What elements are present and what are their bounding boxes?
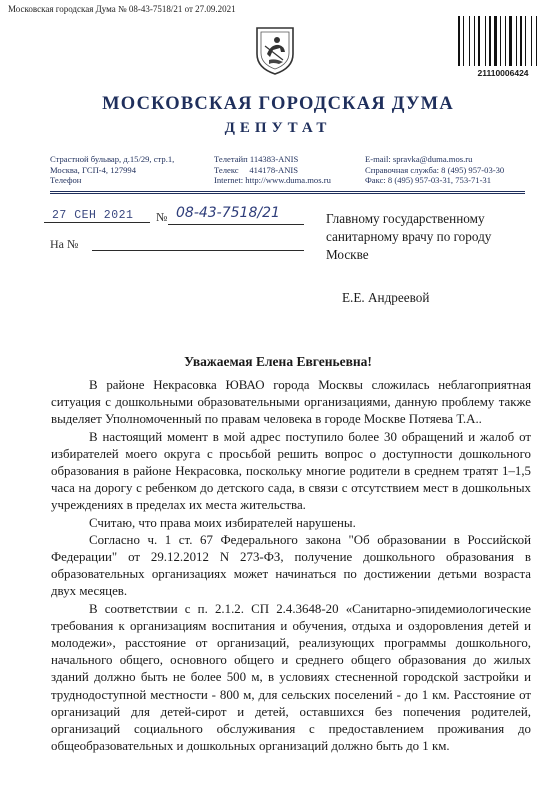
addressee-name: Е.Е. Андреевой — [342, 290, 430, 305]
letter-paragraph: Согласно ч. 1 ст. 67 Федерального закона "Об образовании в Российской Федерации" от 29.12.2012 N 273-ФЗ, получение дошкольного образования в образовательных организациях может начинаться по достижении детьми возраста двух месяцев. — [51, 532, 531, 599]
contact-line: Internet: http://www.duma.mos.ru — [214, 175, 331, 186]
contact-line: Телетайп 114383-ANIS — [214, 154, 299, 164]
barcode-bar — [478, 16, 480, 66]
document-header-note: Московская городская Дума № 08-43-7518/21 от 27.09.2021 — [8, 4, 236, 14]
header-divider — [50, 191, 525, 192]
barcode-bar — [481, 16, 484, 66]
letter-greeting: Уважаемая Елена Евгеньевна! — [184, 354, 372, 369]
barcode-bar — [502, 16, 504, 66]
barcode-number: 21110006424 — [477, 68, 529, 78]
date-underline — [44, 222, 150, 223]
organization-name: МОСКОВСКАЯ ГОРОДСКАЯ ДУМА — [102, 94, 454, 114]
barcode-bar — [474, 16, 475, 66]
barcode-bar — [525, 16, 526, 66]
addressee-block — [326, 210, 541, 264]
contact-line: Москва, ГСП-4, 127994 — [50, 164, 137, 175]
contacts-address — [50, 154, 174, 186]
barcode-bar — [498, 16, 499, 66]
contact-line: E-mail: spravka@duma.mos.ru — [365, 154, 473, 164]
barcode-bar — [463, 16, 464, 66]
barcode-bar — [533, 16, 535, 66]
barcode-bar — [505, 16, 506, 66]
contact-line: Факс: 8 (495) 957-03-31, 753-71-31 — [365, 175, 492, 186]
letter-body — [51, 377, 531, 755]
contact-line: Телекс 414178-ANIS — [214, 164, 299, 175]
contact-line: Страстной бульвар, д.15/29, стр.1, — [50, 154, 175, 164]
barcode-bar — [507, 16, 508, 66]
barcode-bars — [458, 16, 548, 66]
barcode-bar — [538, 16, 539, 66]
barcode-bar — [494, 16, 497, 66]
addressee-line: санитарному врачу по городу — [326, 229, 492, 244]
barcode-bar — [518, 16, 519, 66]
barcode-bar — [516, 16, 517, 66]
barcode-bar — [531, 16, 532, 66]
date-stamp: 27 СЕН 2021 — [52, 209, 134, 222]
barcode — [458, 16, 548, 78]
registration-number-label: № — [156, 210, 168, 224]
contacts-teletype — [214, 154, 331, 186]
letter-paragraph: В районе Некрасовка ЮВАО города Москвы сложилась неблагоприятная ситуация с дошкольными образовательными организациями, данную проблему также выделяет Уполномоченный по правам человека в городе Москве Потяева Т.А.. — [51, 378, 531, 427]
barcode-bar — [509, 16, 512, 66]
number-underline — [168, 224, 304, 225]
organization-subtitle: ДЕПУТАТ — [224, 120, 332, 136]
barcode-bar — [513, 16, 515, 66]
header-divider — [50, 193, 525, 194]
barcode-bar — [476, 16, 477, 66]
barcode-bar — [500, 16, 501, 66]
barcode-bar — [485, 16, 486, 66]
addressee-line: Москве — [326, 247, 369, 262]
contacts-email — [365, 154, 504, 186]
barcode-bar — [527, 16, 530, 66]
letter-paragraph: В настоящий момент в мой адрес поступило более 30 обращений и жалоб от избирателей моего округа с просьбой решить вопрос о доступности дошкольного образования в районе Некрасовка, поскольку многие родители в среднем тратят 1–1,5 часа на дорогу с ребенком до детского сада, в связи с отсутствием мест в дошкольных учреждениях в пределах их места жительства. — [51, 429, 531, 513]
barcode-bar — [461, 16, 462, 66]
letter-paragraph: Считаю, что права моих избирателей нарушены. — [89, 515, 356, 530]
contact-line: Телефон — [50, 175, 82, 186]
addressee-line: Главному государственному — [326, 211, 485, 226]
barcode-bar — [489, 16, 491, 66]
reference-number-underline — [92, 250, 304, 251]
contact-line: Справочная служба: 8 (495) 957-03-30 — [365, 164, 505, 175]
barcode-bar — [469, 16, 470, 66]
barcode-bar — [523, 16, 524, 66]
barcode-bar — [465, 16, 468, 66]
barcode-bar — [492, 16, 493, 66]
letter-paragraph: В соответствии с п. 2.1.2. СП 2.4.3648-20 «Санитарно-эпидемиологические требования к организациям воспитания и обучения, отдыха и оздоровления детей и молодежи», расстояние от организаций, реализующих программы дошкольного, начального общего, основного общего и среднего общего образования до жилых зданий должно быть не более 500 м, в условиях стесненной городской застройки и труднодоступной местности - 800 м, для сельских поселений - до 1 км. Расстояние от организаций для детей-сирот и детей, оставшихся без попечения родителей, организаций социального обслуживания с предоставлением проживания до общеобразовательных и дошкольных организаций должно быть до 1 км. — [51, 601, 531, 754]
barcode-bar — [520, 16, 522, 66]
barcode-bar — [471, 16, 473, 66]
registration-number: 08-43-7518/21 — [176, 205, 280, 221]
barcode-bar — [487, 16, 488, 66]
moscow-coat-of-arms-icon — [253, 24, 297, 76]
barcode-bar — [536, 16, 537, 66]
barcode-bar — [458, 16, 460, 66]
reference-number-label: На № — [50, 237, 79, 251]
